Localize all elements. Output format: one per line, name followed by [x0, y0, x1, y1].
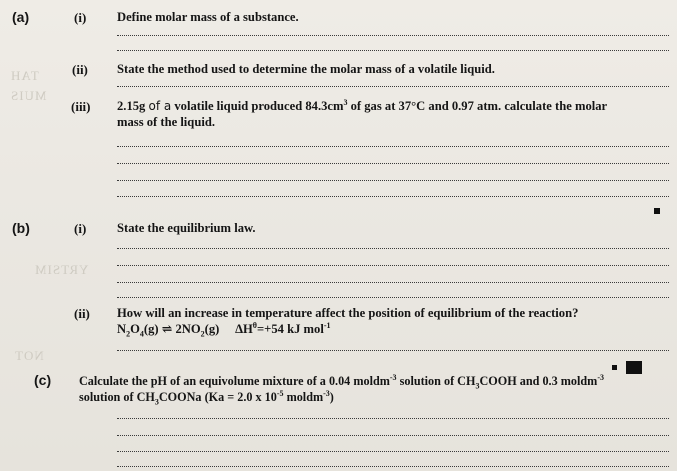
enthalpy-change: ΔH — [235, 322, 253, 336]
answer-line — [117, 418, 669, 419]
question-a-iii-text: 2.15g of a volatile liquid produced $84.3cm^3$ of gas at 37°C and 0.97 atm. calculate the molar mass of the liquid. — [117, 97, 608, 129]
question-b-i-text: State the equilibrium law. — [117, 221, 256, 235]
question-b-ii-number: (ii) — [74, 306, 90, 321]
answer-line — [117, 35, 669, 36]
answer-line — [117, 196, 669, 197]
answer-line — [117, 248, 669, 249]
scan-mark — [654, 208, 660, 214]
bleed-through-text: NOT — [14, 348, 44, 363]
question-a-i-text: Define molar mass of a substance. — [117, 10, 299, 24]
answer-line — [117, 265, 669, 266]
answer-line — [117, 297, 669, 298]
answer-line — [117, 86, 669, 87]
part-b-label: (b) — [12, 220, 30, 236]
part-c-label: (c) — [34, 372, 52, 388]
answer-line — [117, 282, 669, 283]
question-b-i-number: (i) — [74, 221, 87, 236]
question-a-ii-text: State the method used to determine the molar mass of a volatile liquid. — [117, 62, 495, 76]
reaction-equation: $N_2O_4(g)$ ⇌ $2NO_2(g)$ $\Delta H^\theta=+54$ kJ mol$^{-1}$ — [117, 320, 331, 339]
equilibrium-arrow: ⇌ — [161, 322, 173, 336]
bleed-through-text: TAH — [10, 68, 39, 83]
answer-line — [117, 451, 669, 452]
question-b-ii-text: How will an increase in temperature affect the position of equilibrium of the reaction? — [117, 306, 579, 320]
answer-line — [117, 163, 669, 164]
answer-line — [117, 466, 669, 467]
answer-line — [117, 50, 669, 51]
bleed-through-text: YRTSIM — [34, 262, 89, 277]
handwritten-insert: of a — [148, 99, 172, 113]
answer-line — [117, 435, 669, 436]
scan-mark — [626, 361, 642, 374]
part-a-label: (a) — [12, 9, 30, 25]
question-a-iii-number: (iii) — [71, 99, 91, 114]
answer-line — [117, 180, 669, 181]
bleed-through-text: MUIS — [10, 88, 47, 103]
answer-line — [117, 146, 669, 147]
question-a-i-number: (i) — [74, 10, 87, 25]
question-a-ii-number: (ii) — [72, 62, 88, 77]
question-c-text: Calculate the pH of an equivolume mixture of a 0.04 moldm$^{-3}$ solution of $CH_3COOH$ and 0.3 moldm$^{-3}$ solution of $CH_3COONa$ (Ka = 2.0 x $10^{-5}$ moldm$^{-3}$) — [79, 372, 604, 407]
answer-line — [117, 350, 669, 351]
scan-mark — [612, 365, 617, 370]
